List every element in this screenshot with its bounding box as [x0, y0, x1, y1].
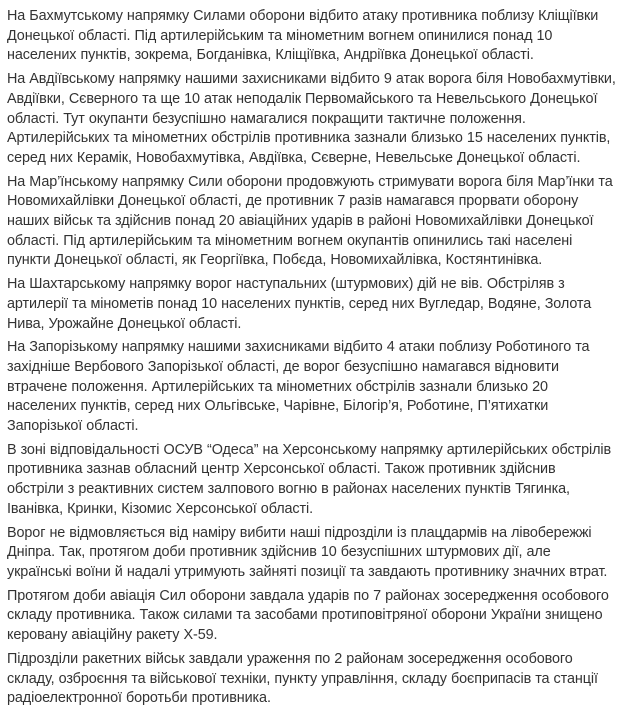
report-paragraph-kherson: В зоні відповідальності ОСУВ “Одеса” на Херсонському напрямку артилерійських обстрілів противника зазнав обласний центр Херсонської області. Також противник здійснив обстріли з реактивних систем залпового вогню в районах населених пунктів Тягинка, Іванівка, Кринки, Кізомис Херсонської області. — [7, 441, 612, 517]
report-paragraph-marinka: На Мар’їнському напрямку Сили оборони продовжують стримувати ворога біля Мар’їнки та Новомихайлівки Донецької області, де противник 7 разів намагався прорвати оборону наших військ та здійснив понад 20 авіаційних ударів в районі Новомихайлівки Донецької області. Під артилерійським та мінометним вогнем окупантів опинились такі населені пункти Донецької області, як Георгіївка, Побєда, Новомихайлівка, Костянтинівка. — [7, 173, 613, 269]
report-paragraph-avdiivka: На Авдіївському напрямку нашими захисниками відбито 9 атак ворога біля Новобахмутівки, Авдіївки, Сєверного та ще 10 атак неподалік Первомайського та Невельського Донецької області. Тут окупанти безуспішно намагалися покращити тактичне положення. Артилерійських та мінометних обстрілів противника зазнали близько 15 населених пунктів, серед них Керамік, Новобахмутівка, Авдіївка, Сєверне, Невельське Донецької області. — [7, 71, 616, 166]
report-paragraph-dnipro-bridgeheads: Ворог не відмовляється від наміру вибити наші підрозділи із плацдармів на лівобережжі Дніпра. Так, протягом доби противник здійснив 10 безуспішних штурмових дії, але українські воїни й надалі утримують зайняті позиції та завдають противнику значних втрат. — [7, 524, 608, 580]
report-paragraph-bakhmut: На Бахмутському напрямку Силами оборони відбито атаку противника поблизу Кліщіївки Донецької області. Під артилерійським та мінометним вогнем опинилися понад 10 населених пунктів, зокрема, Богданівка, Кліщіївка, Андріївка Донецької області. — [7, 8, 599, 64]
report-paragraph-missile-forces: Підрозділи ракетних військ завдали ураження по 2 районам зосередження особового складу, озброєння та військової техніки, пункту управління, складу боєприпасів та станції радіоелектронної боротьби противника. — [7, 650, 598, 707]
report-paragraph-shakhtarsk: На Шахтарському напрямку ворог наступальних (штурмових) дій не вів. Обстріляв з артилерії та мінометів понад 10 населених пунктів, серед них Вугледар, Водяне, Золота Нива, Урожайне Донецької області. — [7, 276, 592, 332]
report-paragraph-aviation: Протягом доби авіація Сил оборони завдала ударів по 7 районах зосередження особового складу противника. Також силами та засобами протиповітряної оборони України знищено керовану авіаційну ракету Х-59. — [7, 587, 609, 644]
report-paragraph-zaporizhzhia: На Запорізькому напрямку нашими захисниками відбито 4 атаки поблизу Роботиного та західніше Вербового Запорізької області, де ворог безуспішно намагався відновити втрачене положення. Артилерійських та мінометних обстрілів зазнали близько 20 населених пунктів, серед них Ольгівське, Чарівне, Білогір’я, Роботине, П’ятихатки Запорізької області. — [7, 339, 590, 435]
